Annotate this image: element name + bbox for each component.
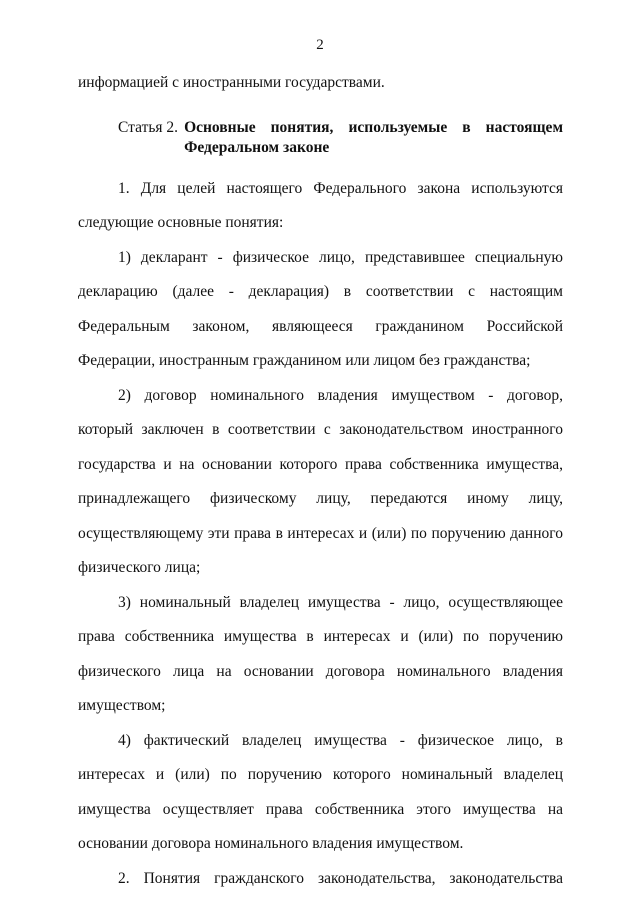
document-body bbox=[78, 66, 563, 896]
continuation-line: информацией с иностранными государствами. bbox=[78, 74, 385, 91]
article-title-line-1: Основные понятия, используемые в настоящем bbox=[184, 118, 563, 136]
article-label: Статья 2. bbox=[118, 118, 179, 136]
paragraph-definitions-intro: 1. Для целей настоящего Федерального закона используются следующие основные понятия: bbox=[78, 179, 563, 231]
paragraph-beneficial-owner: 4) фактический владелец имущества - физическое лицо, в интересах и (или) по поручению которого номинальный владелец имущества осуществляет права собственника этого имущества на основании договора номинального владения имуществом. bbox=[78, 731, 563, 852]
page-number: 2 bbox=[316, 37, 324, 53]
paragraph-civil-law-concepts: 2. Понятия гражданского законодательства, законодательства bbox=[118, 869, 563, 887]
paragraph-declarant: 1) декларант - физическое лицо, представившее специальную декларацию (далее - декларация) в соответствии с настоящим Федеральным законом, являющееся гражданином Российской Федерации, иностранным гражданином или лицом без гражданства; bbox=[78, 248, 563, 369]
article-title bbox=[184, 118, 563, 158]
paragraph-nominal-owner: 3) номинальный владелец имущества - лицо, осуществляющее права собственника имущества в интересах и (или) по поручению физического лица на основании договора номинального владения имуществом; bbox=[78, 593, 563, 714]
paragraph-nominal-ownership-contract: 2) договор номинального владения имуществом - договор, который заключен в соответствии с законодательством иностранного государства и на основании которого права собственника имущества, принадлежащего физическому лицу, передаются иному лицу, осуществляющему эти права в интересах и (или) по поручению данного физического лица; bbox=[78, 386, 563, 576]
article-heading bbox=[78, 118, 563, 158]
article-title-line-2: Федеральном законе bbox=[184, 138, 330, 156]
